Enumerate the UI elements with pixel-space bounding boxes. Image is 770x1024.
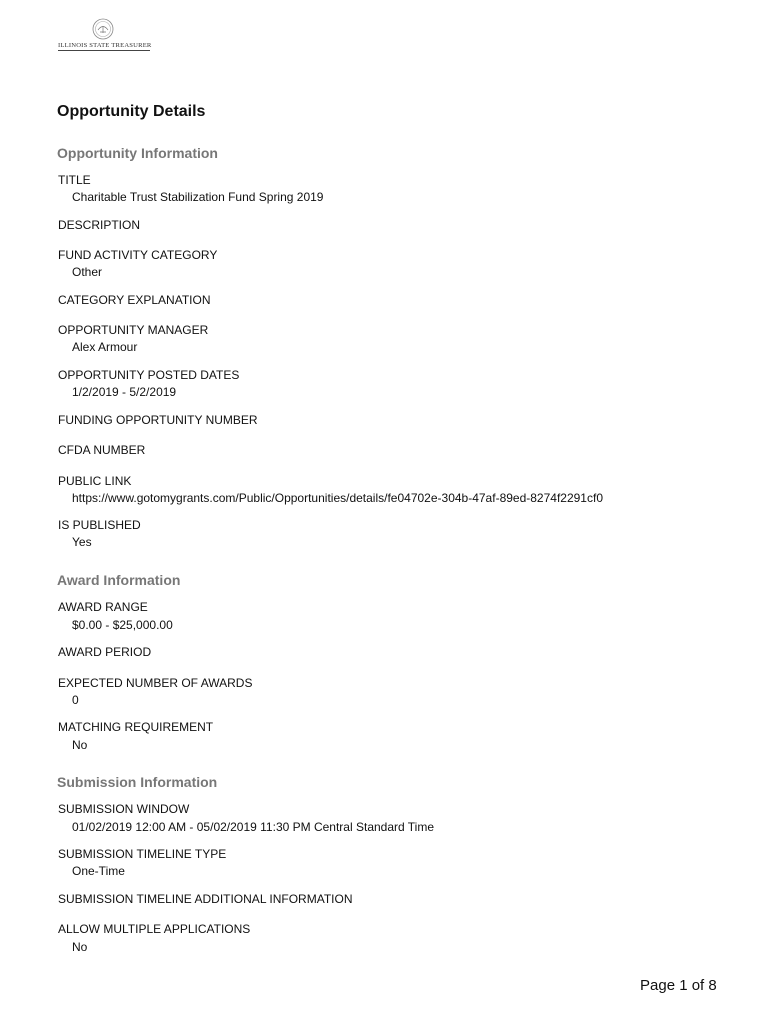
logo-text: ILLINOIS STATE TREASURER (58, 42, 152, 49)
submission-timeline-type-label: SUBMISSION TIMELINE TYPE (58, 847, 227, 861)
illinois-treasurer-logo (58, 18, 152, 52)
is-published-label: IS PUBLISHED (58, 518, 141, 532)
section-heading-submission: Submission Information (57, 774, 218, 790)
matching-requirement-label: MATCHING REQUIREMENT (58, 720, 214, 734)
is-published-value: Yes (72, 535, 92, 549)
expected-awards-value: 0 (72, 693, 79, 707)
award-range-value: $0.00 - $25,000.00 (72, 618, 173, 632)
award-range-label: AWARD RANGE (58, 600, 148, 614)
fund-activity-category-value: Other (72, 265, 103, 279)
submission-timeline-info-label: SUBMISSION TIMELINE ADDITIONAL INFORMATION (58, 892, 353, 906)
submission-window-label: SUBMISSION WINDOW (58, 802, 190, 816)
funding-opportunity-number-label: FUNDING OPPORTUNITY NUMBER (58, 413, 258, 427)
fund-activity-category-label: FUND ACTIVITY CATEGORY (58, 248, 218, 262)
title-label: TITLE (58, 173, 91, 187)
category-explanation-label: CATEGORY EXPLANATION (58, 293, 211, 307)
title-value: Charitable Trust Stabilization Fund Spring 2019 (72, 190, 324, 204)
state-seal-icon (92, 18, 114, 40)
submission-timeline-type-value: One-Time (72, 864, 125, 878)
page-title: Opportunity Details (57, 103, 206, 120)
expected-awards-label: EXPECTED NUMBER OF AWARDS (58, 676, 253, 690)
submission-window-value: 01/02/2019 12:00 AM - 05/02/2019 11:30 PM Central Standard Time (72, 820, 435, 834)
section-heading-opportunity: Opportunity Information (57, 145, 218, 161)
cfda-number-label: CFDA NUMBER (58, 443, 146, 457)
opportunity-manager-label: OPPORTUNITY MANAGER (58, 323, 209, 337)
page-number: Page 1 of 8 (640, 977, 717, 994)
posted-dates-label: OPPORTUNITY POSTED DATES (58, 368, 240, 382)
allow-multiple-applications-label: ALLOW MULTIPLE APPLICATIONS (58, 922, 251, 936)
public-link-label: PUBLIC LINK (58, 474, 132, 488)
public-link-value[interactable]: https://www.gotomygrants.com/Public/Opportunities/details/fe04702e-304b-47af-89ed-8274f2291cf0 (72, 491, 603, 505)
description-label: DESCRIPTION (58, 218, 141, 232)
posted-dates-value: 1/2/2019 - 5/2/2019 (72, 385, 177, 399)
section-heading-award: Award Information (57, 572, 181, 588)
allow-multiple-applications-value: No (72, 940, 88, 954)
award-period-label: AWARD PERIOD (58, 645, 152, 659)
matching-requirement-value: No (72, 738, 88, 752)
opportunity-manager-value: Alex Armour (72, 340, 138, 354)
